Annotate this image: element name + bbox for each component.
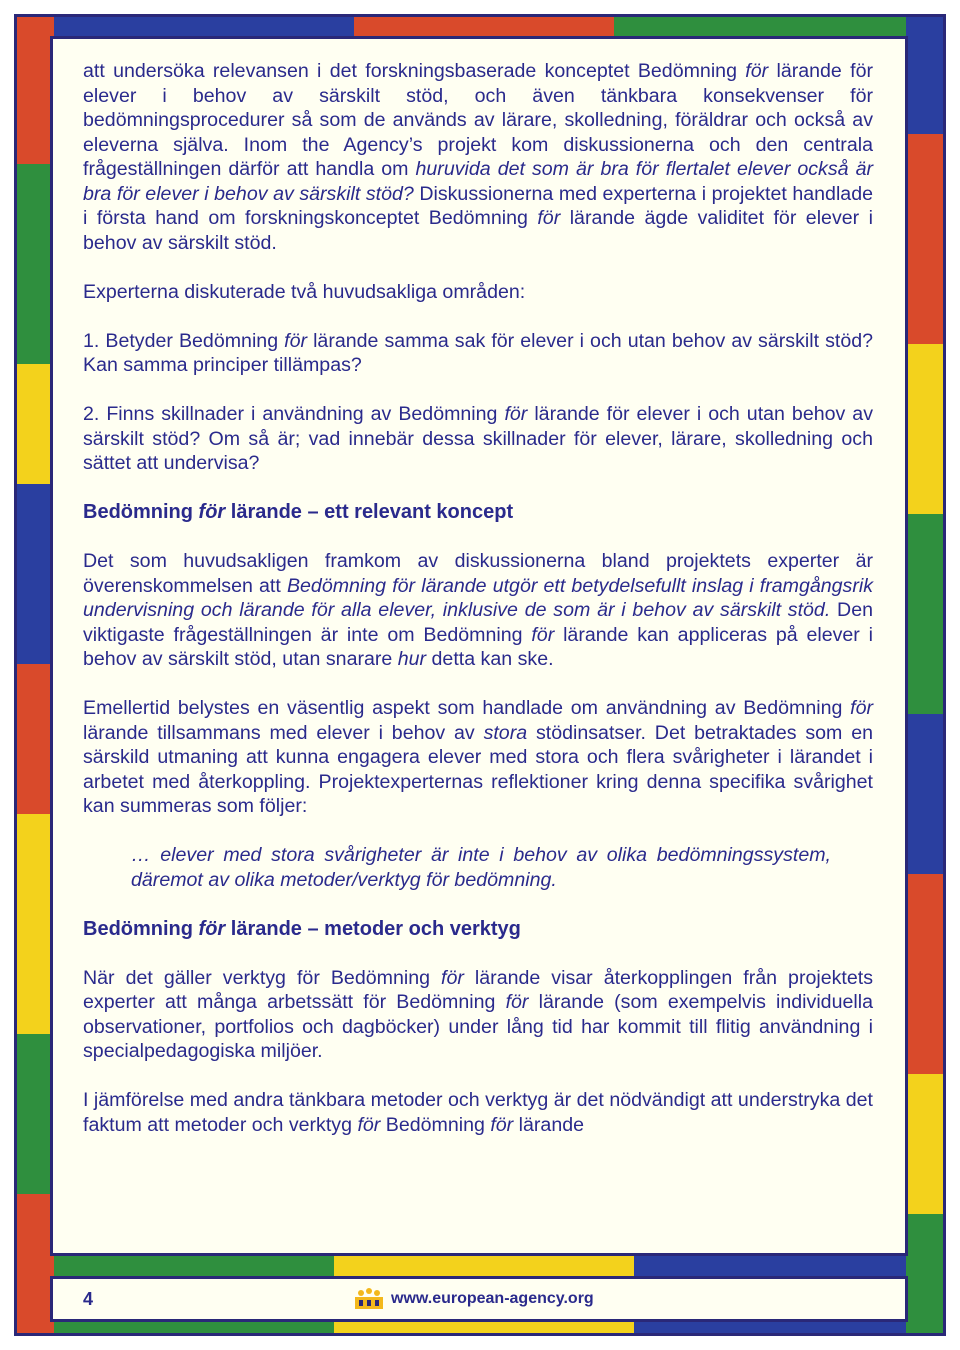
question-item-1: 1. Betyder Bedömning för lärande samma sak för elever i och utan behov av särskilt stöd? Kan samma principer tillämpas?: [83, 329, 874, 376]
intro-paragraph: att undersöka relevansen i det forskningsbaserade konceptet Bedömning för lärande för elever i behov av särskilt stöd, och även tänkbara konsekvenser för bedömningsprocedurer så som de används av lärare, skolledning, föräldrar och också av eleverna själva. Inom the Agency’s projekt kom diskussionerna och den centrala frågeställningen därför att handla om huruvida det som är bra för flertalet elever också är bra för elever i behov av särskilt stöd? Diskussionerna med experterna i projektet handlade i första hand om forskningskonceptet Bedömning för lärande ägde validitet för elever i behov av särskilt stöd.: [83, 60, 874, 254]
paragraph-tools: När det gäller verktyg för Bedömning för lärande visar återkopplingen från projektets experter att många arbetssätt för Bedömning för lärande (som exempelvis individuella observationer, portfolios och dagböcker) under lång tid har kommit till flitig användning i specialpedagogiska miljöer.: [83, 966, 873, 1062]
paragraph-extensive-support: Emellertid belystes en väsentlig aspekt som handlade om användning av Bedömning för lärande tillsammans med elever i behov av stora stödinsatser. Det betraktades som en särskild utmaning att kunna engagera elever med stora och flera svårigheter i lärandet i arbetet med återkoppling. Projektexperternas reflektioner kring denna specifika svårighet kan summeras som följer:: [83, 697, 873, 817]
question-item-2: 2. Finns skillnader i användning av Bedömning för lärande för elever i och utan behov av särskilt stöd? Om så är; vad innebär dessa skillnader för elever, lärare, skolledning och sättet att undervisa?: [83, 403, 873, 474]
page-number: 4: [83, 1289, 94, 1309]
body-text: [83, 59, 873, 1137]
website-link[interactable]: www.european-agency.org: [391, 1290, 594, 1307]
areas-intro: Experterna diskuterade två huvudsakliga områden:: [83, 280, 526, 303]
expert-quote: … elever med stora svårigheter är inte i behov av olika bedömningssystem, däremot av olika metoder/verktyg för bedömning.: [131, 844, 831, 891]
section-heading-methods-tools: Bedömning för lärande – metoder och verktyg: [83, 917, 521, 940]
paragraph-agreement: Det som huvudsakligen framkom av diskussionerna bland projektets experter är överenskommelsen att Bedömning för lärande utgör ett betydelsefullt inslag i framgångsrik undervisning och lärande för alla elever, inklusive de som är i behov av särskilt stöd. Den viktigaste frågeställningen är inte om Bedömning för lärande kan appliceras på elever i behov av särskilt stöd, utan snarare hur detta kan ske.: [83, 550, 874, 670]
page-footer: [50, 1276, 908, 1322]
section-heading-relevant-concept: Bedömning för lärande – ett relevant koncept: [83, 501, 514, 523]
paragraph-comparison: I jämförelse med andra tänkbara metoder och verktyg är det nödvändigt att understryka det faktum att metoder och verktyg för Bedömning för lärande: [83, 1089, 873, 1136]
content-panel: [50, 36, 908, 1256]
european-agency-logo-icon: [353, 1287, 385, 1311]
